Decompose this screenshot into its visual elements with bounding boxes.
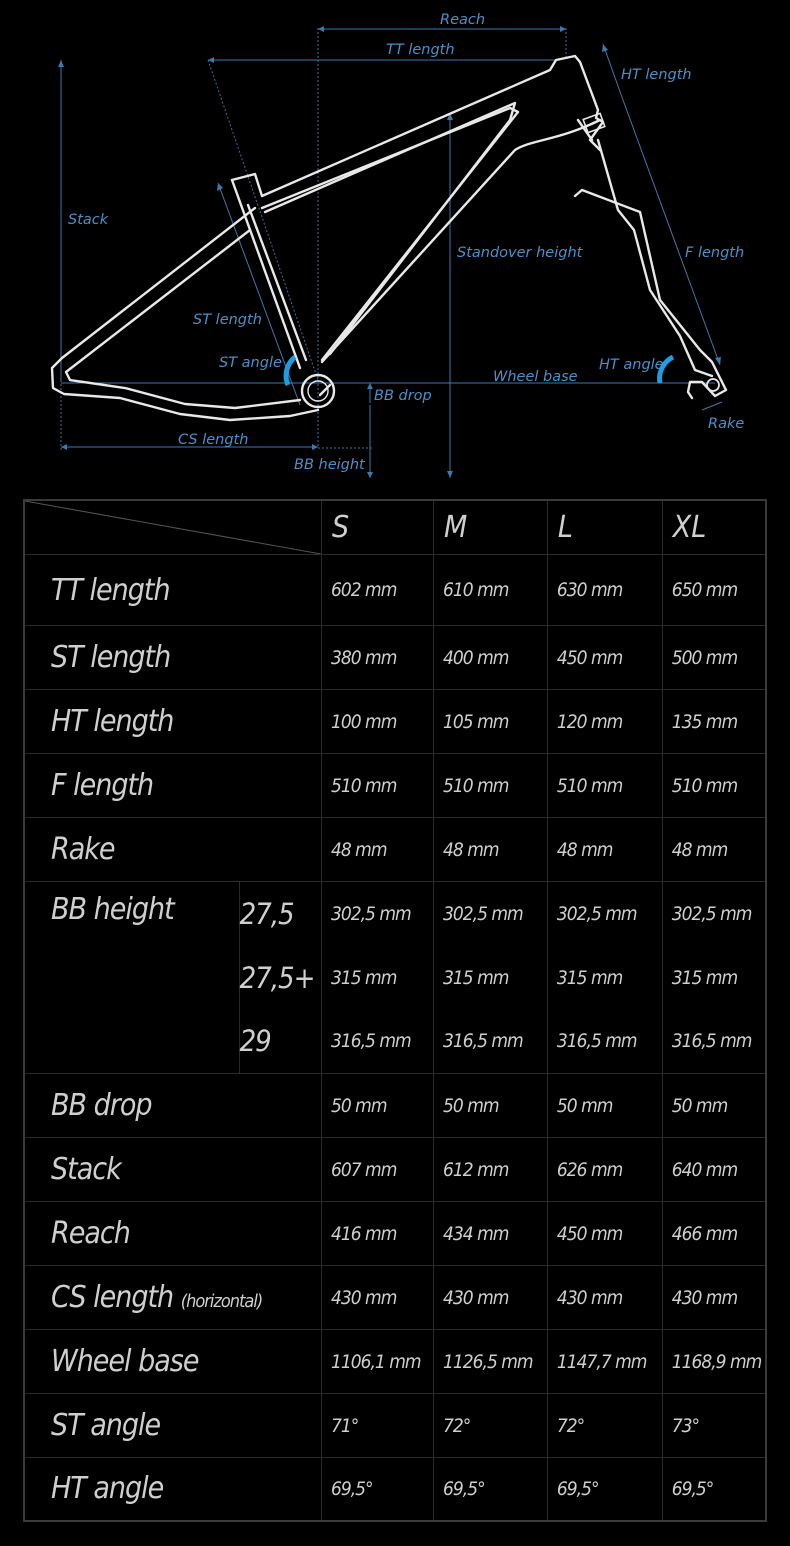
table-cell: 302,5 mm: [434, 882, 548, 946]
size-header-s: S: [322, 500, 434, 555]
table-cell: 640 mm: [662, 1138, 766, 1202]
table-row: [24, 626, 766, 690]
row-label: [24, 1266, 322, 1330]
table-cell: 430 mm: [434, 1266, 548, 1330]
table-cell: 630 mm: [547, 555, 662, 626]
rake-dimension-line: [702, 402, 722, 410]
cs-length-label: CS length: [51, 1280, 174, 1315]
table-cell: 50 mm: [322, 1074, 434, 1138]
tt-length-label: TT length: [386, 42, 455, 58]
row-label: Stack: [24, 1138, 322, 1202]
rake-label: Rake: [708, 416, 745, 432]
table-cell: 602 mm: [322, 555, 434, 626]
stack-label: Stack: [68, 212, 109, 228]
table-cell: 380 mm: [322, 626, 434, 690]
table-cell: 450 mm: [547, 626, 662, 690]
geometry-table: [23, 499, 767, 1522]
table-cell: 72°: [547, 1394, 662, 1458]
ht-angle-label: HT angle: [599, 357, 664, 373]
row-label: TT length: [24, 555, 322, 626]
row-label: BB drop: [24, 1074, 322, 1138]
table-cell: 650 mm: [662, 555, 766, 626]
row-label: Reach: [24, 1202, 322, 1266]
table-cell: 607 mm: [322, 1138, 434, 1202]
row-label: ST length: [24, 626, 322, 690]
wheel-size-label: 29: [239, 1010, 321, 1074]
table-cell: 302,5 mm: [547, 882, 662, 946]
st-extension-line: [208, 60, 318, 380]
row-label: Wheel base: [24, 1330, 322, 1394]
table-cell: 610 mm: [434, 555, 548, 626]
table-cell: 315 mm: [662, 946, 766, 1010]
table-cell: 50 mm: [662, 1074, 766, 1138]
table-cell: 50 mm: [434, 1074, 548, 1138]
dimension-arrowheads: [58, 26, 721, 478]
table-cell: 315 mm: [434, 946, 548, 1010]
reach-label: Reach: [440, 12, 486, 28]
ht-length-dimension-line: [603, 44, 623, 100]
table-row: [24, 1202, 766, 1266]
table-cell: 510 mm: [434, 754, 548, 818]
table-cell: 316,5 mm: [434, 1010, 548, 1074]
header-corner-cell: [24, 500, 322, 555]
table-cell: 69,5°: [547, 1458, 662, 1521]
row-label: ST angle: [24, 1394, 322, 1458]
table-row: [24, 690, 766, 754]
table-cell: 135 mm: [662, 690, 766, 754]
table-cell: 1168,9 mm: [662, 1330, 766, 1394]
table-row: [24, 555, 766, 626]
table-row: [24, 1138, 766, 1202]
st-angle-label: ST angle: [219, 355, 282, 371]
table-cell: 466 mm: [662, 1202, 766, 1266]
table-cell: 626 mm: [547, 1138, 662, 1202]
table-cell: 50 mm: [547, 1074, 662, 1138]
table-cell: 450 mm: [547, 1202, 662, 1266]
table-cell: 510 mm: [322, 754, 434, 818]
table-cell: 430 mm: [662, 1266, 766, 1330]
table-cell: 73°: [662, 1394, 766, 1458]
frame-geometry-diagram: [0, 0, 790, 490]
table-cell: 120 mm: [547, 690, 662, 754]
table-cell: 69,5°: [662, 1458, 766, 1521]
cs-length-note: (horizontal): [180, 1291, 263, 1312]
table-cell: 48 mm: [434, 818, 548, 882]
table-cell: 612 mm: [434, 1138, 548, 1202]
table-cell: 315 mm: [547, 946, 662, 1010]
table-cell: 302,5 mm: [322, 882, 434, 946]
table-cell: 302,5 mm: [662, 882, 766, 946]
table-cell: 416 mm: [322, 1202, 434, 1266]
row-label: Rake: [24, 818, 322, 882]
table-row: [24, 1394, 766, 1458]
table-row: [24, 1458, 766, 1521]
table-cell: 48 mm: [662, 818, 766, 882]
bb-height-label: BB height: [294, 457, 365, 473]
table-cell: 316,5 mm: [322, 1010, 434, 1074]
size-header-m: M: [434, 500, 548, 555]
table-cell: 315 mm: [322, 946, 434, 1010]
table-cell: 316,5 mm: [662, 1010, 766, 1074]
table-cell: 510 mm: [547, 754, 662, 818]
table-row: [24, 1330, 766, 1394]
table-cell: 316,5 mm: [547, 1010, 662, 1074]
cs-length-label: CS length: [178, 432, 249, 448]
table-cell: 72°: [434, 1394, 548, 1458]
table-cell: 69,5°: [322, 1458, 434, 1521]
st-length-label: ST length: [193, 312, 262, 328]
table-row: [24, 754, 766, 818]
table-row: [24, 1266, 766, 1330]
table-cell: 48 mm: [547, 818, 662, 882]
row-label: HT angle: [24, 1458, 322, 1521]
row-label: BB height: [24, 882, 239, 1074]
bb-height-row: [24, 882, 766, 946]
size-header-row: [24, 500, 766, 555]
table-cell: 510 mm: [662, 754, 766, 818]
table-cell: 105 mm: [434, 690, 548, 754]
f-length-label: F length: [685, 245, 745, 261]
row-label: F length: [24, 754, 322, 818]
table-cell: 400 mm: [434, 626, 548, 690]
table-cell: 71°: [322, 1394, 434, 1458]
table-cell: 500 mm: [662, 626, 766, 690]
table-cell: 1106,1 mm: [322, 1330, 434, 1394]
row-label: HT length: [24, 690, 322, 754]
table-cell: 434 mm: [434, 1202, 548, 1266]
size-header-xl: XL: [662, 500, 766, 555]
table-cell: 69,5°: [434, 1458, 548, 1521]
table-cell: 48 mm: [322, 818, 434, 882]
corner-diagonal-line: [25, 501, 321, 554]
table-cell: 1126,5 mm: [434, 1330, 548, 1394]
ht-length-label: HT length: [621, 67, 692, 83]
standover-height-label: Standover height: [457, 245, 583, 261]
table-row: [24, 1074, 766, 1138]
wheel-size-label: 27,5: [239, 882, 321, 946]
table-cell: 430 mm: [547, 1266, 662, 1330]
bb-drop-label: BB drop: [374, 388, 432, 404]
table-row: [24, 818, 766, 882]
table-cell: 430 mm: [322, 1266, 434, 1330]
wheel-size-label: 27,5+: [239, 946, 321, 1010]
size-header-l: L: [547, 500, 662, 555]
f-length-dimension-line: [623, 100, 720, 365]
table-cell: 1147,7 mm: [547, 1330, 662, 1394]
table-cell: 100 mm: [322, 690, 434, 754]
wheel-base-label: Wheel base: [493, 369, 578, 385]
